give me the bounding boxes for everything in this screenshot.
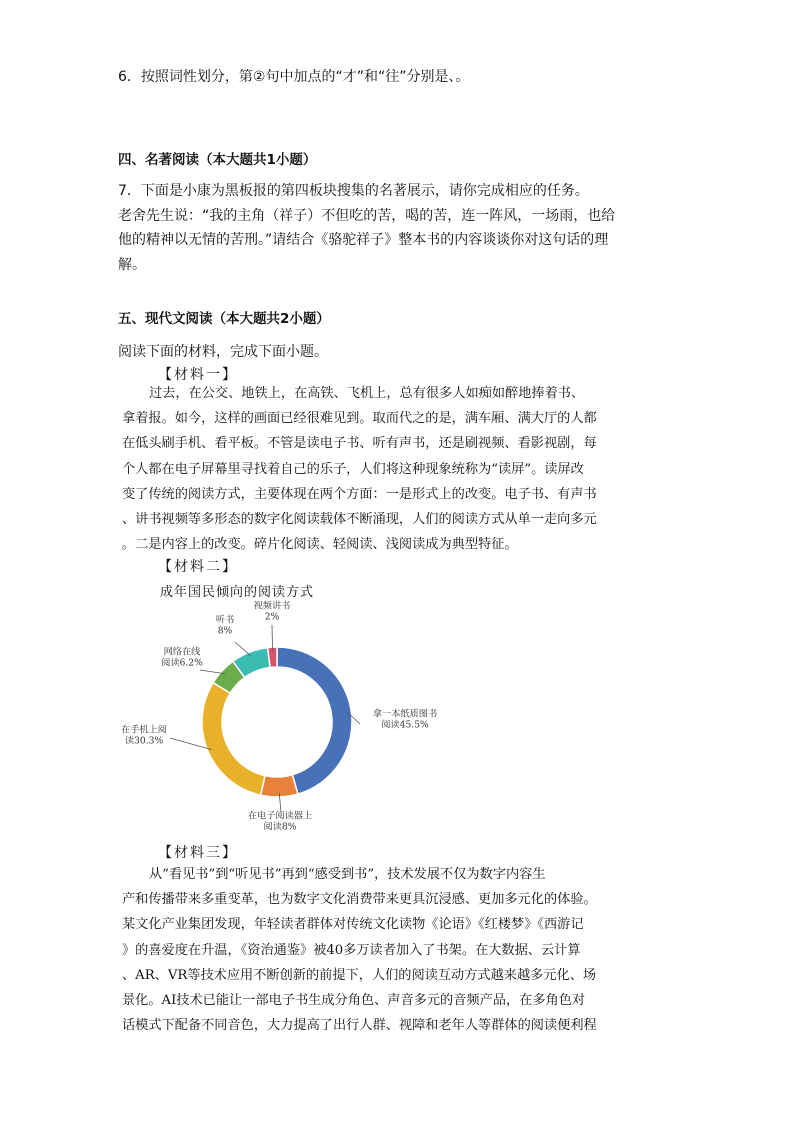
paragraph-line: 个人都在电子屏幕里寻找着自己的乐子，人们将这种现象统称为“读屏”。读屏改 — [122, 461, 584, 477]
paragraph-line: 过去，在公交、地铁上，在高铁、飞机上，总有很多人如痴如醉地捧着书、 — [149, 386, 585, 401]
question-7-text-line: 老舍先生说：“我的主角（祥子）不但吃的苦，喝的苦，连一阵风，一场雨，也给 — [118, 208, 616, 224]
slice-label: 听书 8% — [215, 614, 235, 637]
chart-title: 成年国民倾向的阅读方式 — [160, 585, 315, 600]
question-6: 6．按照词性划分，第②句中加点的“才”和“往”分别是、。 — [118, 69, 470, 85]
reading-instruction: 阅读下面的材料，完成下面小题。 — [118, 344, 328, 360]
paragraph-line: 某文化产业集团发现，年轻读者群体对传统文化读物《论语》《红楼梦》《西游记 — [122, 917, 584, 933]
material-3-title: 【材料三】 — [158, 845, 238, 861]
slice-label: 在手机上阅读30.3% — [121, 724, 167, 747]
paragraph-line: 》的喜爱度在升温，《资治通鉴》被40多万读者加入了书架。在大数据、云计算 — [122, 942, 581, 958]
leader-line — [235, 642, 251, 656]
donut-slice — [202, 683, 265, 796]
slice-label: 视频讲书 2% — [253, 600, 291, 623]
material-1-title: 【材料一】 — [158, 367, 238, 383]
paragraph-line: 从“看见书”到“听见书”再到“感受到书”，技术发展不仅为数字内容生 — [149, 867, 546, 882]
donut-slice — [277, 647, 352, 794]
paragraph-line: 景化。AI技术已能让一部电子书生成分角色、声音多元的音频产品，在多角色对 — [122, 992, 586, 1008]
paragraph-line: 变了传统的阅读方式，主要体现在两个方面：一是形式上的改变。电子书、有声书 — [122, 486, 597, 502]
slice-label: 在电子阅读器上阅读8% — [247, 810, 313, 833]
paragraph-line: 在低头刷手机、看平板。不管是读电子书、听有声书，还是刷视频、看影视剧，每 — [122, 436, 597, 452]
paragraph-line: 产和传播带来多重变革，也为数字文化消费带来更具沉浸感、更加多元化的体验。 — [122, 892, 597, 908]
slice-label: 拿一本纸质图书阅读45.5% — [372, 708, 438, 731]
material-3-paragraph — [122, 862, 674, 1038]
slice-label: 网络在线阅读6.2% — [161, 646, 203, 669]
question-7-text-line: 他的精神以无情的苦刑。”请结合《骆驼祥子》整本书的内容谈谈你对这句话的理 — [118, 232, 609, 248]
paragraph-line: 、讲书视频等多形态的数字化阅读载体不断涌现，人们的阅读方式从单一走向多元 — [122, 511, 597, 527]
question-7: 7．下面是小康为黑板报的第四板块搜集的名著展示，请你完成相应的任务。 — [118, 183, 589, 199]
section-5-heading: 五、现代文阅读（本大题共2小题） — [118, 311, 330, 327]
paragraph-line: 。二是内容上的改变。碎片化阅读、轻阅读、浅阅读成为典型特征。 — [122, 537, 518, 553]
material-2-title: 【材料二】 — [158, 559, 238, 575]
paragraph-line: 、AR、VR等技术应用不断创新的前提下，人们的阅读互动方式越来越多元化、场 — [122, 967, 597, 983]
paragraph-line: 拿着报。如今，这样的画面已经很难见到。取而代之的是，满车厢、满大厅的人都 — [122, 411, 597, 427]
section-4-heading: 四、名著阅读（本大题共1小题） — [118, 152, 317, 168]
question-7-text-line: 解。 — [118, 257, 146, 273]
paragraph-line: 话模式下配备不同音色，大力提高了出行人群、视障和老年人等群体的阅读便利程 — [122, 1018, 597, 1034]
leader-line — [272, 625, 273, 651]
